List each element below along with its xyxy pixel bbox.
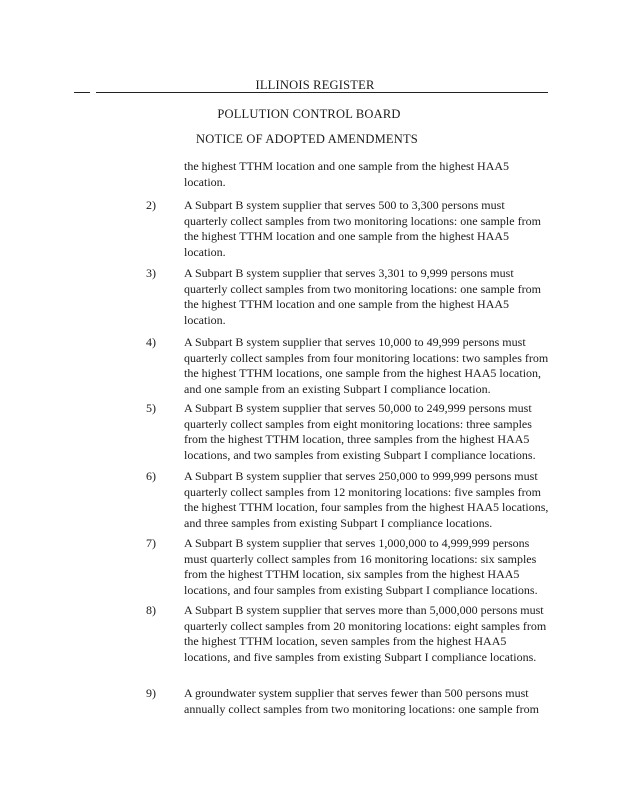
item-text: A Subpart B system supplier that serves 50,000 to 249,999 persons must quarterly collect samples from eight monitoring locations: three samples from the highest TTHM location, three samples from the highest HAA5 locations, and two samples from existing Subpart I compliance locations. — [184, 401, 536, 462]
board-title: POLLUTION CONTROL BOARD — [217, 107, 401, 121]
item-text: A Subpart B system supplier that serves 1,000,000 to 4,999,999 persons must quarterly collect samples from 16 monitoring locations: six samples from the highest TTHM location, six samples from the highest HAA5 locations, and four samples from existing Subpart I compliance locations. — [184, 536, 538, 597]
item-number: 9) — [146, 686, 156, 700]
item-number: 8) — [146, 603, 156, 617]
item-number: 5) — [146, 401, 156, 415]
notice-title: NOTICE OF ADOPTED AMENDMENTS — [196, 132, 418, 146]
item-text: A Subpart B system supplier that serves more than 5,000,000 persons must quarterly collect samples from 20 monitoring locations: eight samples from the highest TTHM location, seven samples from the highest HAA5 locations, and five samples from existing Subpart I compliance locations. — [184, 603, 547, 664]
item-text: A Subpart B system supplier that serves 10,000 to 49,999 persons must quarterly collect samples from four monitoring locations: two samples from the highest TTHM locations, one sample from the highest HAA5 location, and one sample from an existing Subpart I compliance location. — [184, 335, 549, 396]
item-number: 3) — [146, 266, 156, 280]
item-text: A groundwater system supplier that serves fewer than 500 persons must annually collect samples from two monitoring locations: one sample from — [184, 686, 539, 716]
register-title: ILLINOIS REGISTER — [255, 78, 375, 92]
item-number: 7) — [146, 536, 156, 550]
item-text: A Subpart B system supplier that serves 250,000 to 999,999 persons must quarterly collect samples from 12 monitoring locations: five samples from the highest TTHM location, four samples from the highest HAA5 locations, and three samples from existing Subpart I compliance locations. — [184, 469, 549, 530]
item-number: 2) — [146, 198, 156, 212]
item-number: 6) — [146, 469, 156, 483]
item-text: A Subpart B system supplier that serves 500 to 3,300 persons must quarterly collect samples from two monitoring locations: one sample from the highest TTHM location and one sample from the highest HAA5 location. — [184, 198, 541, 259]
item-text: A Subpart B system supplier that serves 3,301 to 9,999 persons must quarterly collect samples from two monitoring locations: one sample from the highest TTHM location and one sample from the highest HAA5 location. — [184, 266, 541, 327]
continuation-paragraph: the highest TTHM location and one sample from the highest HAA5 location. — [184, 159, 510, 189]
item-number: 4) — [146, 335, 156, 349]
